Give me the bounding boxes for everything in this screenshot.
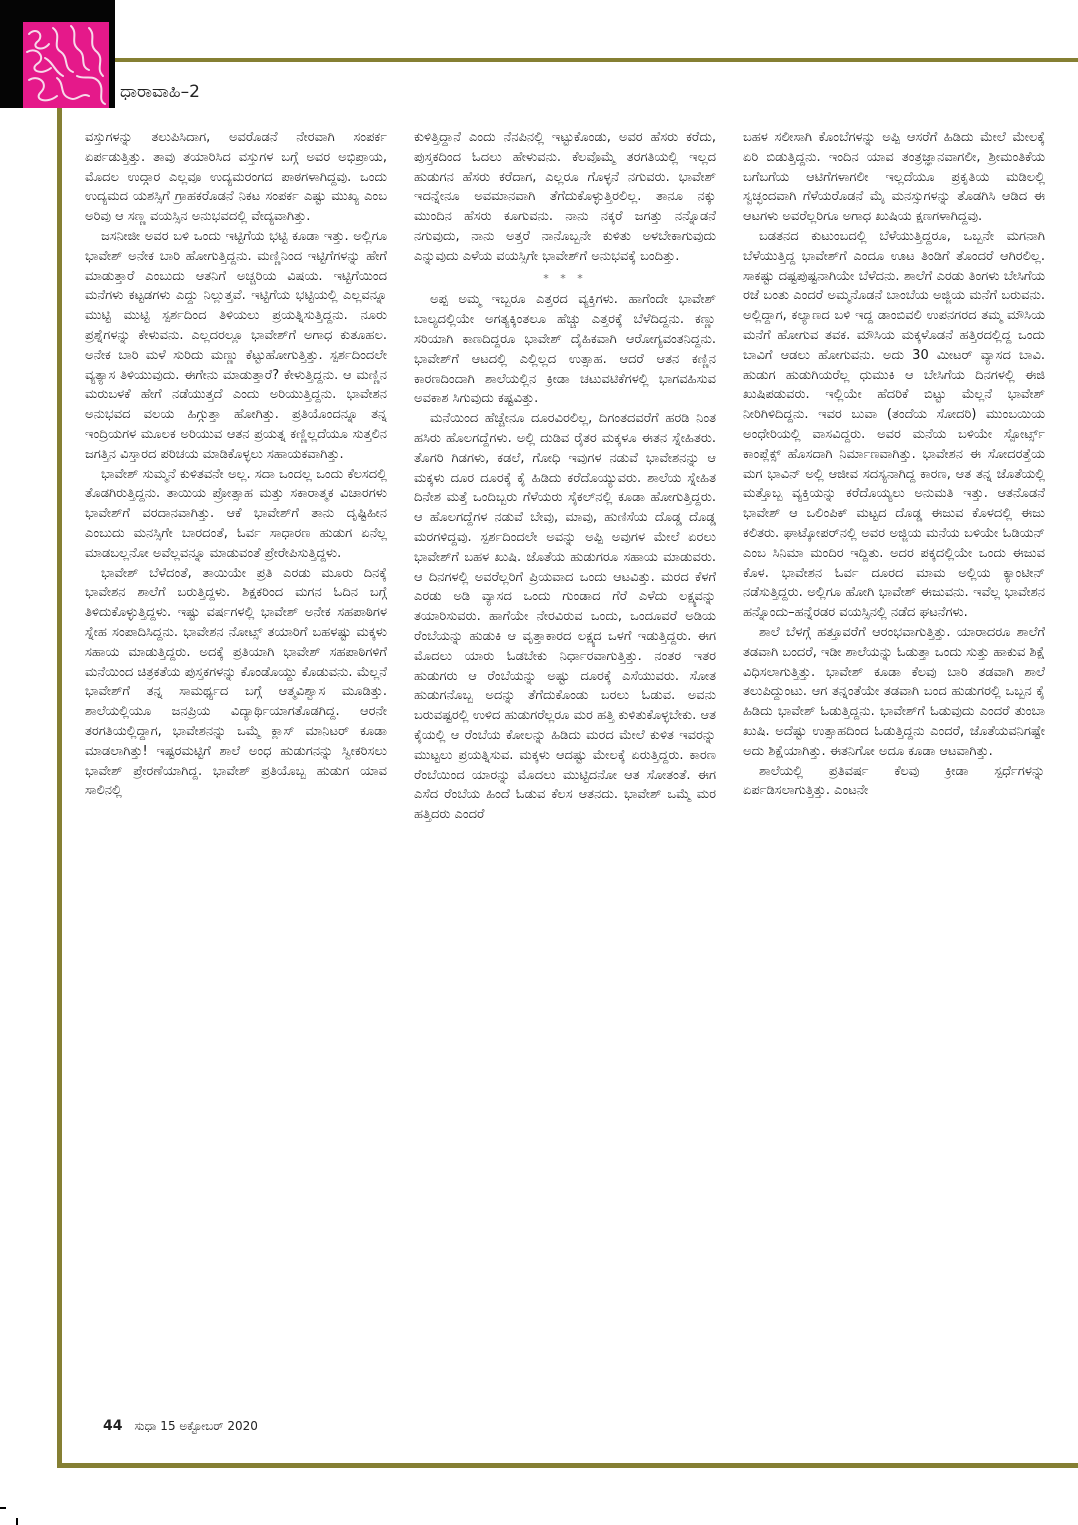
article-column-2	[414, 128, 716, 1428]
magazine-date: ಸುಧಾ 15 ಅಕ್ಟೋಬರ್ 2020	[134, 1419, 258, 1433]
article-column-3	[743, 128, 1045, 1428]
top-olive-rule	[115, 58, 1078, 62]
section-separator: * * *	[543, 271, 587, 285]
paragraph: ಕುಳಿತ್ತಿದ್ದಾನೆ ಎಂದು ನೆನಪಿನಲ್ಲಿ ಇಟ್ಟುಕೊಂಡು, ಅವರ ಹೆಸರು ಕರೆದು, ಪುಸ್ತಕದಿಂದ ಓದಲು ಹೇಳುವನು. ಕೆಲವೊಮ್ಮೆ ತರಗತಿಯಲ್ಲಿ ಇಲ್ಲದ ಹುಡುಗನ ಹೆಸರು ಕರೆದಾಗ, ಎಲ್ಲರೂ ಗೊಳ್ಳನೆ ನಗುವರು. ಭಾವೇಶ್ ಇದನ್ನೇನೂ ಅವಮಾನವಾಗಿ ತೆಗೆದುಕೊಳ್ಳುತ್ತಿರಲಿಲ್ಲ. ತಾನೂ ನಕ್ಕು ಮುಂದಿನ ಹೆಸರು ಕೂಗುವನು. ನಾನು ನಕ್ಕರೆ ಜಗತ್ತು ನನ್ನೊಡನೆ ನಗುವುದು, ನಾನು ಅತ್ತರೆ ನಾನೊಬ್ಬನೇ ಕುಳಿತು ಅಳಬೇಕಾಗುವುದು ಎನ್ನುವುದು ಎಳೆಯ ವಯಸ್ಸಿಗೇ ಭಾವೇಶ್‌ಗೆ ಅನುಭವಕ್ಕೆ ಬಂದಿತ್ತು.	[414, 130, 716, 264]
paragraph: ಬಡತನದ ಕುಟುಂಬದಲ್ಲಿ ಬೆಳೆಯುತ್ತಿದ್ದರೂ, ಒಬ್ಬನೇ ಮಗನಾಗಿ ಬೆಳೆಯುತ್ತಿದ್ದ ಭಾವೇಶ್‌ಗೆ ಎಂದೂ ಊಟ ತಿಂಡಿಗೆ ತೊಂದರೆ ಆಗಿರಲಿಲ್ಲ. ಸಾಕಷ್ಟು ದಷ್ಟಪುಷ್ಟನಾಗಿಯೇ ಬೆಳೆದನು. ಶಾಲೆಗೆ ಎರಡು ತಿಂಗಳು ಬೇಸಿಗೆಯ ರಜೆ ಬಂತು ಎಂದರೆ ಅಮ್ಮನೊಡನೆ ಬಾಂಬೆಯ ಅಜ್ಜಿಯ ಮನೆಗೆ ಬರುವನು. ಅಲ್ಲಿದ್ದಾಗ, ಕಲ್ಯಾಣದ ಬಳಿ ಇದ್ದ ಡಾಂಬಿವಲಿ ಉಪನಗರದ ತಮ್ಮ ಮೌಸಿಯ ಮನೆಗೆ ಹೋಗುವ ತವಕ. ಮೌಸಿಯ ಮಕ್ಕಳೊಡನೆ ಹತ್ತಿರದಲ್ಲಿದ್ದ ಒಂದು ಬಾವಿಗೆ ಆಡಲು ಹೋಗುವನು. ಅದು 30 ಮೀಟರ್ ವ್ಯಾಸದ ಬಾವಿ. ಹುಡುಗ ಹುಡುಗಿಯರೆಲ್ಲ ಧುಮುಕಿ ಆ ಬೇಸಿಗೆಯ ದಿನಗಳಲ್ಲಿ ಈಜಿ ಖುಷಿಪಡುವರು. ಇಲ್ಲಿಯೇ ಹೆದರಿಕೆ ಬಿಟ್ಟು ಮೆಲ್ಲನೆ ಭಾವೇಶ್ ನೀರಿಗಿಳಿದಿದ್ದನು. ಇವರ ಬುವಾ (ತಂದೆಯ ಸೋದರಿ) ಮುಂಬಯಿಯ ಅಂಧೇರಿಯಲ್ಲಿ ವಾಸವಿದ್ದರು. ಅವರ ಮನೆಯ ಬಳಿಯೇ ಸ್ಪೋರ್ಟ್ಸ್ ಕಾಂಪ್ಲೆಕ್ಸ್ ಹೊಸದಾಗಿ ನಿರ್ಮಾಣವಾಗಿತ್ತು. ಭಾವೇಶನ ಈ ಸೋದರತ್ತೆಯ ಮಗ ಭಾವಿನ್ ಅಲ್ಲಿ ಆಜೀವ ಸದಸ್ಯನಾಗಿದ್ದ ಕಾರಣ, ಆತ ತನ್ನ ಜೊತೆಯಲ್ಲಿ ಮತ್ತೊಬ್ಬ ವ್ಯಕ್ತಿಯನ್ನು ಕರೆದೊಯ್ಯಲು ಅನುಮತಿ ಇತ್ತು. ಆತನೊಡನೆ ಭಾವೇಶ್ ಆ ಒಲಿಂಪಿಕ್ ಮಟ್ಟದ ದೊಡ್ಡ ಈಜುವ ಕೊಳದಲ್ಲಿ ಈಜು ಕಲಿತರು. ಘಾಟ್ಕೋಪರ್‌ನಲ್ಲಿ ಅವರ ಅಜ್ಜಿಯ ಮನೆಯ ಬಳಿಯೇ ಓಡಿಯನ್ ಎಂಬ ಸಿನಿಮಾ ಮಂದಿರ ಇದ್ದಿತು. ಅದರ ಪಕ್ಕದಲ್ಲಿಯೇ ಒಂದು ಈಜುವ ಕೊಳ. ಭಾವೇಶನ ಓರ್ವ ದೂರದ ಮಾಮ ಅಲ್ಲಿಯ ಕ್ಯಾಂಟೀನ್ ನಡೆಸುತ್ತಿದ್ದರು. ಅಲ್ಲಿಗೂ ಹೋಗಿ ಭಾವೇಶ್ ಈಜುವನು. ಇವೆಲ್ಲ ಭಾವೇಶನ ಹನ್ನೊಂದು–ಹನ್ನೆರಡರ ವಯಸ್ಸಿನಲ್ಲಿ ನಡೆದ ಘಟನೆಗಳು.	[743, 228, 1045, 621]
left-olive-rule	[57, 108, 62, 1468]
paragraph: ಭಾವೇಶ್ ಸುಮ್ಮನೆ ಕುಳಿತವನೇ ಅಲ್ಲ. ಸದಾ ಒಂದಲ್ಲ ಒಂದು ಕೆಲಸದಲ್ಲಿ ತೊಡಗಿರುತ್ತಿದ್ದನು. ತಾಯಿಯ ಪ್ರೋತ್ಸಾಹ ಮತ್ತು ಸಕಾರಾತ್ಮಕ ವಿಚಾರಗಳು ಭಾವೇಶ್‌ಗೆ ವರದಾನವಾಗಿತ್ತು. ಆಕೆ ಭಾವೇಶ್‌ಗೆ ತಾನು ದೃಷ್ಟಿಹೀನ ಎಂಬುದು ಮನಸ್ಸಿಗೇ ಬಾರದಂತೆ, ಓರ್ವ ಸಾಧಾರಣ ಹುಡುಗ ಏನೆಲ್ಲ ಮಾಡಬಲ್ಲನೋ ಅವೆಲ್ಲವನ್ನೂ ಮಾಡುವಂತೆ ಪ್ರೇರೇಪಿಸುತ್ತಿದ್ದಳು.	[85, 466, 387, 561]
swirl-pattern-icon	[23, 22, 109, 108]
page-footer	[103, 1418, 258, 1434]
crop-mark	[0, 1507, 6, 1509]
paragraph: ಶಾಲೆಯಲ್ಲಿ ಪ್ರತಿವರ್ಷ ಕೆಲವು ಕ್ರೀಡಾ ಸ್ಪರ್ಧೆಗಳನ್ನು ಏರ್ಪಡಿಸಲಾಗುತ್ತಿತ್ತು. ಎಂಟನೇ	[743, 763, 1045, 799]
paragraph: ಅಪ್ಪ ಅಮ್ಮ ಇಬ್ಬರೂ ಎತ್ತರದ ವ್ಯಕ್ತಿಗಳು. ಹಾಗೆಂದೇ ಭಾವೇಶ್ ಬಾಲ್ಯದಲ್ಲಿಯೇ ಅಗತ್ಯಕ್ಕಿಂತಲೂ ಹೆಚ್ಚು ಎತ್ತರಕ್ಕೆ ಬೆಳೆದಿದ್ದನು. ಕಣ್ಣು ಸರಿಯಾಗಿ ಕಾಣದಿದ್ದರೂ ಭಾವೇಶ್ ದೈಹಿಕವಾಗಿ ಆರೋಗ್ಯವಂತನಿದ್ದನು. ಭಾವೇಶ್‌ಗೆ ಆಟದಲ್ಲಿ ಎಲ್ಲಿಲ್ಲದ ಉತ್ಸಾಹ. ಆದರೆ ಆತನ ಕಣ್ಣಿನ ಕಾರಣದಿಂದಾಗಿ ಶಾಲೆಯಲ್ಲಿನ ಕ್ರೀಡಾ ಚಟುವಟಿಕೆಗಳಲ್ಲಿ ಭಾಗವಹಿಸುವ ಅವಕಾಶ ಸಿಗುವುದು ಕಷ್ಟವಿತ್ತು.	[414, 292, 716, 407]
bottom-olive-rule	[57, 1463, 1078, 1468]
paragraph: ಜಸನೀಜೀ ಅವರ ಬಳಿ ಒಂದು ಇಟ್ಟಿಗೆಯ ಭಟ್ಟಿ ಕೂಡಾ ಇತ್ತು. ಅಲ್ಲಿಗೂ ಭಾವೇಶ್ ಅನೇಕ ಬಾರಿ ಹೋಗುತ್ತಿದ್ದನು. ಮಣ್ಣಿನಿಂದ ಇಟ್ಟಿಗೆಗಳನ್ನು ಹೇಗೆ ಮಾಡುತ್ತಾರೆ ಎಂಬುದು ಆತನಿಗೆ ಅಚ್ಚರಿಯ ವಿಷಯ. ಇಟ್ಟಿಗೆಯಿಂದ ಮನೆಗಳು ಕಟ್ಟಡಗಳು ಎದ್ದು ನಿಲ್ಲುತ್ತವೆ. ಇಟ್ಟಿಗೆಯ ಭಟ್ಟಿಯಲ್ಲಿ ಎಲ್ಲವನ್ನೂ ಮುಟ್ಟಿ ಮುಟ್ಟಿ ಸ್ಪರ್ಶದಿಂದ ತಿಳಿಯಲು ಪ್ರಯತ್ನಿಸುತ್ತಿದ್ದನು. ನೂರು ಪ್ರಶ್ನೆಗಳನ್ನು ಕೇಳುವನು. ಎಲ್ಲದರಲ್ಲೂ ಭಾವೇಶ್‌ಗೆ ಅಗಾಧ ಕುತೂಹಲ. ಅನೇಕ ಬಾರಿ ಮಳೆ ಸುರಿದು ಮಣ್ಣು ಕೆಟ್ಟುಹೋಗುತ್ತಿತ್ತು. ಸ್ಪರ್ಶದಿಂದಲೇ ವ್ಯತ್ಯಾಸ ತಿಳಿಯುವುದು. ಈಗೇನು ಮಾಡುತ್ತಾರೆ? ಕೇಳುತ್ತಿದ್ದನು. ಆ ಮಣ್ಣಿನ ಮರುಬಳಕೆ ಹೇಗೆ ನಡೆಯುತ್ತದೆ ಎಂದು ಅರಿಯುತ್ತಿದ್ದನು. ಭಾವೇಶನ ಅನುಭವದ ವಲಯ ಹಿಗ್ಗುತ್ತಾ ಹೋಗಿತ್ತು. ಪ್ರತಿಯೊಂದನ್ನೂ ತನ್ನ ಇಂದ್ರಿಯಗಳ ಮೂಲಕ ಅರಿಯುವ ಆತನ ಪ್ರಯತ್ನ ಕಣ್ಣಿಲ್ಲದೆಯೂ ಸುತ್ತಲಿನ ಜಗತ್ತಿನ ವಿಸ್ತಾರದ ಪರಿಚಯ ಮಾಡಿಕೊಳ್ಳಲು ಸಹಾಯಕವಾಗಿತ್ತು.	[85, 228, 387, 462]
article-column-1	[85, 128, 387, 1428]
paragraph: ಬಹಳ ಸಲೀಸಾಗಿ ಕೊಂಬೆಗಳನ್ನು ಅಪ್ಪಿ ಆಸರೆಗೆ ಹಿಡಿದು ಮೇಲೆ ಮೇಲಕ್ಕೆ ಏರಿ ಬಿಡುತ್ತಿದ್ದನು. ಇಂದಿನ ಯಾವ ತಂತ್ರಜ್ಞಾನವಾಗಲೀ, ಶ್ರೀಮಂತಿಕೆಯ ಬಗೆಬಗೆಯ ಆಟಿಗೆಗಳಾಗಲೀ ಇಲ್ಲದೆಯೂ ಪ್ರಕೃತಿಯ ಮಡಿಲಲ್ಲಿ ಸ್ವಚ್ಛಂದವಾಗಿ ಗೆಳೆಯರೊಡನೆ ಮೈ ಮನಸ್ಸುಗಳನ್ನು ತೊಡಗಿಸಿ ಆಡಿದ ಈ ಆಟಗಳು ಅವರೆಲ್ಲರಿಗೂ ಅಗಾಧ ಖುಷಿಯ ಕ್ಷಣಗಳಾಗಿದ್ದವು.	[743, 130, 1045, 225]
paragraph: ಮನೆಯಿಂದ ಹೆಚ್ಚೇನೂ ದೂರವಿರಲಿಲ್ಲ, ದಿಗಂತದವರೆಗೆ ಹರಡಿ ನಿಂತ ಹಸಿರು ಹೊಲಗದ್ದೆಗಳು. ಅಲ್ಲಿ ದುಡಿವ ರೈತರ ಮಕ್ಕಳೂ ಈತನ ಸ್ನೇಹಿತರು. ತೊಗರಿ ಗಿಡಗಳು, ಕಡಲೆ, ಗೋಧಿ ಇವುಗಳ ನಡುವೆ ಭಾವೇಶನನ್ನು ಆ ಮಕ್ಕಳು ದೂರ ದೂರಕ್ಕೆ ಕೈ ಹಿಡಿದು ಕರೆದೊಯ್ಯುವರು. ಶಾಲೆಯ ಸ್ನೇಹಿತ ದಿನೇಶ ಮತ್ತೆ ಒಂದಿಬ್ಬರು ಗೆಳೆಯರು ಸೈಕಲ್‌ನಲ್ಲಿ ಕೂಡಾ ಹೋಗುತ್ತಿದ್ದರು. ಆ ಹೊಲಗದ್ದೆಗಳ ನಡುವೆ ಬೇವು, ಮಾವು, ಹುಣಿಸೆಯ ದೊಡ್ಡ ದೊಡ್ಡ ಮರಗಳಿದ್ದವು. ಸ್ಪರ್ಶದಿಂದಲೇ ಅವನ್ನು ಅಪ್ಪಿ ಅವುಗಳ ಮೇಲೆ ಏರಲು ಭಾವೇಶ್‌ಗೆ ಬಹಳ ಖುಷಿ. ಜೊತೆಯ ಹುಡುಗರೂ ಸಹಾಯ ಮಾಡುವರು. ಆ ದಿನಗಳಲ್ಲಿ ಅವರೆಲ್ಲರಿಗೆ ಪ್ರಿಯವಾದ ಒಂದು ಆಟವಿತ್ತು. ಮರದ ಕೆಳಗೆ ಎರಡು ಅಡಿ ವ್ಯಾಸದ ಒಂದು ಗುಂಡಾದ ಗೆರೆ ಎಳೆದು ಲಕ್ಷ್ಯವನ್ನು ತಯಾರಿಸುವರು. ಹಾಗೆಯೇ ನೇರವಿರುವ ಒಂದು, ಒಂದೂವರೆ ಅಡಿಯ ರೆಂಬೆಯನ್ನು ಹುಡುಕಿ ಆ ವೃತ್ತಾಕಾರದ ಲಕ್ಷ್ಯದ ಒಳಗೆ ಇಡುತ್ತಿದ್ದರು. ಈಗ ಮೊದಲು ಯಾರು ಓಡಬೇಕು ನಿರ್ಧಾರವಾಗುತ್ತಿತ್ತು. ನಂತರ ಇತರ ಹುಡುಗರು ಆ ರೆಂಬೆಯನ್ನು ಅಷ್ಟು ದೂರಕ್ಕೆ ಎಸೆಯುವರು. ಸೋತ ಹುಡುಗನೊಬ್ಬ ಅದನ್ನು ತೆಗೆದುಕೊಂಡು ಬರಲು ಓಡುವ. ಅವನು ಬರುವಷ್ಟರಲ್ಲಿ ಉಳಿದ ಹುಡುಗರೆಲ್ಲರೂ ಮರ ಹತ್ತಿ ಕುಳಿತುಕೊಳ್ಳಬೇಕು. ಆತ ಕೈಯಲ್ಲಿ ಆ ರೆಂಬೆಯ ಕೋಲನ್ನು ಹಿಡಿದು ಮರದ ಮೇಲೆ ಕುಳಿತ ಇವರನ್ನು ಮುಟ್ಟಲು ಪ್ರಯತ್ನಿಸುವ. ಮಕ್ಕಳು ಆದಷ್ಟು ಮೇಲಕ್ಕೆ ಏರುತ್ತಿದ್ದರು. ಕಾರಣ ರೆಂಬೆಯಿಂದ ಯಾರನ್ನು ಮೊದಲು ಮುಟ್ಟಿದನೋ ಆತ ಸೋತಂತೆ. ಈಗ ಎಸೆದ ರೆಂಬೆಯ ಹಿಂದೆ ಓಡುವ ಕೆಲಸ ಆತನದು. ಭಾವೇಶ್ ಒಮ್ಮೆ ಮರ ಹತ್ತಿದರು ಎಂದರೆ	[414, 411, 716, 823]
paragraph: ವಸ್ತುಗಳನ್ನು ತಲುಪಿಸಿದಾಗ, ಅವರೊಡನೆ ನೇರವಾಗಿ ಸಂಪರ್ಕ ಏರ್ಪಡುತ್ತಿತ್ತು. ತಾವು ತಯಾರಿಸಿದ ವಸ್ತುಗಳ ಬಗ್ಗೆ ಅವರ ಅಭಿಪ್ರಾಯ, ಮೊದಲ ಉದ್ಗಾರ ಎಲ್ಲವೂ ಉದ್ಯಮರಂಗದ ಪಾಠಗಳಾಗಿದ್ದವು. ಒಂದು ಉದ್ಯಮದ ಯಶಸ್ಸಿಗೆ ಗ್ರಾಹಕರೊಡನೆ ನಿಕಟ ಸಂಪರ್ಕ ಎಷ್ಟು ಮುಖ್ಯ ಎಂಬ ಅರಿವು ಆ ಸಣ್ಣ ವಯಸ್ಸಿನ ಅನುಭವದಲ್ಲಿ ವೇದ್ಯವಾಗಿತ್ತು.	[85, 130, 387, 225]
paragraph: ಶಾಲೆ ಬೆಳಗ್ಗೆ ಹತ್ತೂವರೆಗೆ ಆರಂಭವಾಗುತ್ತಿತ್ತು. ಯಾರಾದರೂ ಶಾಲೆಗೆ ತಡವಾಗಿ ಬಂದರೆ, ಇಡೀ ಶಾಲೆಯನ್ನು ಓಡುತ್ತಾ ಒಂದು ಸುತ್ತು ಹಾಕುವ ಶಿಕ್ಷೆ ವಿಧಿಸಲಾಗುತ್ತಿತ್ತು. ಭಾವೇಶ್ ಕೂಡಾ ಕೆಲವು ಬಾರಿ ತಡವಾಗಿ ಶಾಲೆ ತಲುಪಿದ್ದುಂಟು. ಆಗ ತನ್ನಂತೆಯೇ ತಡವಾಗಿ ಬಂದ ಹುಡುಗರಲ್ಲಿ ಒಬ್ಬನ ಕೈ ಹಿಡಿದು ಭಾವೇಶ್ ಓಡುತ್ತಿದ್ದನು. ಭಾವೇಶ್‌ಗೆ ಓಡುವುದು ಎಂದರೆ ತುಂಬಾ ಖುಷಿ. ಅದೆಷ್ಟು ಉತ್ಸಾಹದಿಂದ ಓಡುತ್ತಿದ್ದನು ಎಂದರೆ, ಜೊತೆಯವನಿಗಷ್ಟೇ ಅದು ಶಿಕ್ಷೆಯಾಗಿತ್ತು. ಈತನಿಗೋ ಅದೂ ಕೂಡಾ ಆಟವಾಗಿತ್ತು.	[743, 624, 1045, 759]
paragraph: ಭಾವೇಶ್ ಬೆಳೆದಂತೆ, ತಾಯಿಯೇ ಪ್ರತಿ ಎರಡು ಮೂರು ದಿನಕ್ಕೆ ಭಾವೇಶನ ಶಾಲೆಗೆ ಬರುತ್ತಿದ್ದಳು. ಶಿಕ್ಷಕರಿಂದ ಮಗನ ಓದಿನ ಬಗ್ಗೆ ತಿಳಿದುಕೊಳ್ಳುತ್ತಿದ್ದಳು. ಇಷ್ಟು ವರ್ಷಗಳಲ್ಲಿ ಭಾವೇಶ್ ಅನೇಕ ಸಹಪಾಠಿಗಳ ಸ್ನೇಹ ಸಂಪಾದಿಸಿದ್ದನು. ಭಾವೇಶನ ನೋಟ್ಸ್ ತಯಾರಿಗೆ ಬಹಳಷ್ಟು ಮಕ್ಕಳು ಸಹಾಯ ಮಾಡುತ್ತಿದ್ದರು. ಅದಕ್ಕೆ ಪ್ರತಿಯಾಗಿ ಭಾವೇಶ್ ಸಹಪಾಠಿಗಳಿಗೆ ಮನೆಯಿಂದ ಚಿತ್ರಕತೆಯ ಪುಸ್ತಕಗಳನ್ನು ಕೊಂಡೊಯ್ದು ಕೊಡುವನು. ಮೆಲ್ಲನೆ ಭಾವೇಶ್‌ಗೆ ತನ್ನ ಸಾಮರ್ಥ್ಯದ ಬಗ್ಗೆ ಆತ್ಮವಿಶ್ವಾಸ ಮೂಡಿತ್ತು. ಶಾಲೆಯಲ್ಲಿಯೂ ಜನಪ್ರಿಯ ವಿದ್ಯಾರ್ಥಿಯಾಗತೊಡಗಿದ್ದ. ಆರನೇ ತರಗತಿಯಲ್ಲಿದ್ದಾಗ, ಭಾವೇಶನನ್ನು ಒಮ್ಮೆ ಕ್ಲಾಸ್ ಮಾನಿಟರ್ ಕೂಡಾ ಮಾಡಲಾಗಿತ್ತು! ಇಷ್ಟರಮಟ್ಟಿಗೆ ಶಾಲೆ ಅಂಧ ಹುಡುಗನನ್ನು ಸ್ವೀಕರಿಸಲು ಭಾವೇಶ್ ಪ್ರೇರಣೆಯಾಗಿದ್ದ. ಭಾವೇಶ್ ಪ್ರತಿಯೊಬ್ಬ ಹುಡುಗ ಯಾವ ಸಾಲಿನಲ್ಲಿ	[85, 565, 387, 799]
page-number: 44	[103, 1418, 123, 1434]
article-body	[85, 128, 1045, 1428]
crop-mark	[16, 1518, 18, 1525]
series-title: ಧಾರಾವಾಹಿ–2	[120, 82, 200, 102]
pink-swirl-logo-icon	[23, 22, 109, 108]
